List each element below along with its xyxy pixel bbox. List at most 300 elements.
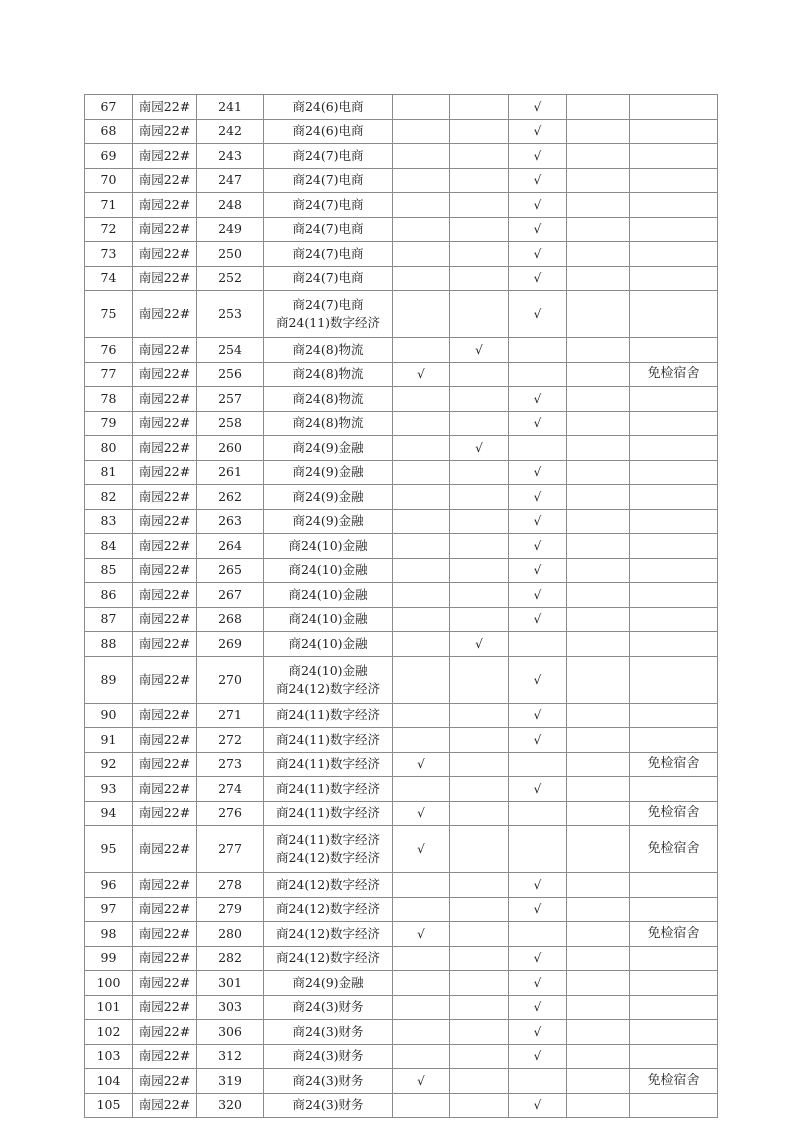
note-cell (630, 119, 718, 144)
table-row (85, 460, 718, 485)
row-number: 87 (85, 607, 133, 632)
check-col-2 (450, 583, 509, 608)
table-row (85, 411, 718, 436)
table-row (85, 168, 718, 193)
building-cell: 南园22# (133, 656, 197, 703)
check-col-1 (393, 509, 450, 534)
room-cell: 320 (197, 1093, 264, 1118)
table-row (85, 826, 718, 873)
check-col-2 (450, 826, 509, 873)
building-cell: 南园22# (133, 728, 197, 753)
check-col-2 (450, 1093, 509, 1118)
check-col-4 (567, 703, 630, 728)
table-row (85, 534, 718, 559)
room-cell: 260 (197, 436, 264, 461)
class-name: 商24(12)数字经济 (275, 901, 381, 917)
check-col-2 (450, 168, 509, 193)
note-cell (630, 217, 718, 242)
class-cell (264, 826, 393, 873)
class-name: 商24(12)数字经济 (275, 925, 381, 941)
row-number: 70 (85, 168, 133, 193)
table-row (85, 728, 718, 753)
building-cell: 南园22# (133, 971, 197, 996)
class-name: 商24(7)电商 (292, 172, 364, 188)
check-col-2 (450, 144, 509, 169)
table-row (85, 1020, 718, 1045)
class-cell (264, 119, 393, 144)
building-cell: 南园22# (133, 119, 197, 144)
check-col-1 (393, 583, 450, 608)
row-number: 82 (85, 485, 133, 510)
check-col-4 (567, 728, 630, 753)
table-row (85, 656, 718, 703)
row-number: 83 (85, 509, 133, 534)
row-number: 105 (85, 1093, 133, 1118)
check-col-2 (450, 411, 509, 436)
check-col-3: √ (509, 583, 567, 608)
building-cell: 南园22# (133, 558, 197, 583)
table-row (85, 1044, 718, 1069)
note-cell: 免检宿舍 (630, 826, 718, 873)
row-number: 98 (85, 922, 133, 947)
table-row (85, 119, 718, 144)
building-cell: 南园22# (133, 1020, 197, 1045)
row-number: 96 (85, 873, 133, 898)
class-name: 商24(11)数字经济 (275, 731, 381, 747)
class-cell (264, 558, 393, 583)
building-cell: 南园22# (133, 826, 197, 873)
room-cell: 279 (197, 897, 264, 922)
class-name: 商24(11)数字经济 (275, 780, 381, 796)
table-body (85, 95, 718, 1118)
note-cell (630, 777, 718, 802)
table-row (85, 703, 718, 728)
class-cell (264, 291, 393, 338)
check-col-1 (393, 168, 450, 193)
check-col-4 (567, 436, 630, 461)
check-col-3: √ (509, 873, 567, 898)
row-number: 78 (85, 387, 133, 412)
table-row (85, 95, 718, 120)
class-cell (264, 728, 393, 753)
room-cell: 261 (197, 460, 264, 485)
class-cell (264, 873, 393, 898)
room-cell: 271 (197, 703, 264, 728)
room-cell: 253 (197, 291, 264, 338)
check-col-1 (393, 971, 450, 996)
check-col-1 (393, 534, 450, 559)
room-cell: 303 (197, 995, 264, 1020)
check-col-1 (393, 873, 450, 898)
check-col-1 (393, 460, 450, 485)
row-number: 76 (85, 338, 133, 363)
table-row (85, 632, 718, 657)
class-name: 商24(8)物流 (292, 390, 364, 406)
class-name: 商24(11)数字经济 (275, 315, 381, 330)
check-col-1 (393, 946, 450, 971)
table-row (85, 338, 718, 363)
row-number: 104 (85, 1069, 133, 1094)
check-col-1: √ (393, 922, 450, 947)
check-col-4 (567, 632, 630, 657)
room-cell: 274 (197, 777, 264, 802)
row-number: 89 (85, 656, 133, 703)
row-number: 103 (85, 1044, 133, 1069)
check-col-3: √ (509, 266, 567, 291)
class-cell (264, 387, 393, 412)
room-cell: 312 (197, 1044, 264, 1069)
class-name: 商24(10)金融 (288, 562, 368, 578)
check-col-4 (567, 826, 630, 873)
building-cell: 南园22# (133, 703, 197, 728)
check-col-3: √ (509, 485, 567, 510)
class-name: 商24(12)数字经济 (275, 876, 381, 892)
class-cell (264, 411, 393, 436)
check-col-1 (393, 1020, 450, 1045)
check-col-4 (567, 411, 630, 436)
class-name: 商24(11)数字经济 (275, 707, 381, 723)
class-cell (264, 632, 393, 657)
check-col-2 (450, 558, 509, 583)
check-col-2: √ (450, 436, 509, 461)
table-row (85, 144, 718, 169)
table-row (85, 1069, 718, 1094)
room-cell: 272 (197, 728, 264, 753)
check-col-1: √ (393, 801, 450, 826)
note-cell: 免检宿舍 (630, 1069, 718, 1094)
check-col-4 (567, 338, 630, 363)
check-col-1 (393, 656, 450, 703)
note-cell: 免检宿舍 (630, 362, 718, 387)
check-col-3: √ (509, 607, 567, 632)
note-cell: 免检宿舍 (630, 801, 718, 826)
table-row (85, 922, 718, 947)
check-col-3: √ (509, 242, 567, 267)
note-cell (630, 946, 718, 971)
row-number: 102 (85, 1020, 133, 1045)
class-cell (264, 1069, 393, 1094)
check-col-3: √ (509, 656, 567, 703)
check-col-4 (567, 95, 630, 120)
class-cell (264, 266, 393, 291)
check-col-4 (567, 777, 630, 802)
check-col-3: √ (509, 144, 567, 169)
check-col-4 (567, 387, 630, 412)
check-col-1 (393, 995, 450, 1020)
class-name: 商24(10)金融 (288, 586, 368, 602)
class-name: 商24(9)金融 (292, 439, 364, 455)
building-cell: 南园22# (133, 387, 197, 412)
note-cell (630, 728, 718, 753)
note-cell (630, 193, 718, 218)
table-row (85, 607, 718, 632)
row-number: 90 (85, 703, 133, 728)
note-cell (630, 558, 718, 583)
note-cell (630, 607, 718, 632)
building-cell: 南园22# (133, 338, 197, 363)
check-col-4 (567, 144, 630, 169)
table-row (85, 1093, 718, 1118)
building-cell: 南园22# (133, 362, 197, 387)
class-name: 商24(8)物流 (292, 366, 364, 382)
check-col-3 (509, 922, 567, 947)
building-cell: 南园22# (133, 534, 197, 559)
check-col-4 (567, 534, 630, 559)
check-col-1 (393, 632, 450, 657)
table-row (85, 558, 718, 583)
class-name: 商24(8)物流 (292, 341, 364, 357)
check-col-4 (567, 922, 630, 947)
check-col-4 (567, 362, 630, 387)
check-col-4 (567, 485, 630, 510)
check-col-2: √ (450, 338, 509, 363)
room-cell: 262 (197, 485, 264, 510)
row-number: 72 (85, 217, 133, 242)
class-cell (264, 703, 393, 728)
check-col-1 (393, 193, 450, 218)
check-col-2 (450, 242, 509, 267)
check-col-1 (393, 485, 450, 510)
dormitory-inspection-table (84, 94, 718, 1118)
table-row (85, 971, 718, 996)
note-cell (630, 995, 718, 1020)
table-row (85, 801, 718, 826)
class-name: 商24(3)财务 (292, 1023, 364, 1039)
check-col-3: √ (509, 387, 567, 412)
room-cell: 276 (197, 801, 264, 826)
building-cell: 南园22# (133, 801, 197, 826)
note-cell (630, 338, 718, 363)
table-row (85, 217, 718, 242)
building-cell: 南园22# (133, 752, 197, 777)
building-cell: 南园22# (133, 946, 197, 971)
room-cell: 263 (197, 509, 264, 534)
row-number: 80 (85, 436, 133, 461)
check-col-2 (450, 266, 509, 291)
check-col-2 (450, 460, 509, 485)
note-cell (630, 1020, 718, 1045)
check-col-2 (450, 534, 509, 559)
building-cell: 南园22# (133, 509, 197, 534)
table-row (85, 266, 718, 291)
class-cell (264, 801, 393, 826)
class-name: 商24(9)金融 (292, 464, 364, 480)
row-number: 73 (85, 242, 133, 267)
room-cell: 267 (197, 583, 264, 608)
class-cell (264, 436, 393, 461)
class-cell (264, 897, 393, 922)
room-cell: 258 (197, 411, 264, 436)
check-col-4 (567, 873, 630, 898)
check-col-1: √ (393, 362, 450, 387)
check-col-3: √ (509, 897, 567, 922)
class-name: 商24(12)数字经济 (275, 680, 381, 696)
building-cell: 南园22# (133, 168, 197, 193)
note-cell (630, 485, 718, 510)
check-col-3: √ (509, 217, 567, 242)
class-cell (264, 217, 393, 242)
note-cell (630, 703, 718, 728)
check-col-2 (450, 922, 509, 947)
building-cell: 南园22# (133, 607, 197, 632)
class-name: 商24(10)金融 (288, 662, 368, 678)
check-col-4 (567, 897, 630, 922)
check-col-1 (393, 558, 450, 583)
room-cell: 269 (197, 632, 264, 657)
row-number: 75 (85, 291, 133, 338)
class-name: 商24(12)数字经济 (275, 850, 381, 865)
room-cell: 280 (197, 922, 264, 947)
check-col-2 (450, 485, 509, 510)
class-cell (264, 946, 393, 971)
building-cell: 南园22# (133, 291, 197, 338)
table-row (85, 291, 718, 338)
table-row (85, 509, 718, 534)
check-col-2 (450, 607, 509, 632)
class-name: 商24(3)财务 (292, 1097, 364, 1113)
building-cell: 南园22# (133, 411, 197, 436)
check-col-3: √ (509, 728, 567, 753)
building-cell: 南园22# (133, 995, 197, 1020)
note-cell (630, 242, 718, 267)
row-number: 71 (85, 193, 133, 218)
check-col-3 (509, 752, 567, 777)
room-cell: 319 (197, 1069, 264, 1094)
check-col-4 (567, 656, 630, 703)
table-row (85, 897, 718, 922)
class-cell (264, 656, 393, 703)
class-cell (264, 460, 393, 485)
building-cell: 南园22# (133, 217, 197, 242)
check-col-2 (450, 95, 509, 120)
note-cell (630, 632, 718, 657)
check-col-3: √ (509, 946, 567, 971)
check-col-3: √ (509, 168, 567, 193)
note-cell (630, 460, 718, 485)
building-cell: 南园22# (133, 460, 197, 485)
class-cell (264, 485, 393, 510)
table-row (85, 752, 718, 777)
class-cell (264, 95, 393, 120)
check-col-3: √ (509, 1093, 567, 1118)
note-cell (630, 971, 718, 996)
check-col-3: √ (509, 460, 567, 485)
check-col-3: √ (509, 193, 567, 218)
check-col-3: √ (509, 703, 567, 728)
note-cell (630, 897, 718, 922)
check-col-3 (509, 826, 567, 873)
room-cell: 248 (197, 193, 264, 218)
class-cell (264, 534, 393, 559)
check-col-4 (567, 168, 630, 193)
check-col-1 (393, 728, 450, 753)
room-cell: 273 (197, 752, 264, 777)
building-cell: 南园22# (133, 1044, 197, 1069)
row-number: 68 (85, 119, 133, 144)
check-col-3: √ (509, 1044, 567, 1069)
table-row (85, 485, 718, 510)
class-cell (264, 1093, 393, 1118)
check-col-2 (450, 291, 509, 338)
building-cell: 南园22# (133, 485, 197, 510)
building-cell: 南园22# (133, 242, 197, 267)
note-cell (630, 144, 718, 169)
check-col-4 (567, 1020, 630, 1045)
class-cell (264, 777, 393, 802)
table-row (85, 436, 718, 461)
table-row (85, 362, 718, 387)
check-col-4 (567, 558, 630, 583)
check-col-1 (393, 411, 450, 436)
room-cell: 264 (197, 534, 264, 559)
class-name: 商24(6)电商 (292, 123, 364, 139)
class-cell (264, 362, 393, 387)
check-col-3: √ (509, 1020, 567, 1045)
class-cell (264, 583, 393, 608)
check-col-3 (509, 338, 567, 363)
row-number: 81 (85, 460, 133, 485)
row-number: 97 (85, 897, 133, 922)
row-number: 69 (85, 144, 133, 169)
note-cell (630, 1093, 718, 1118)
check-col-3: √ (509, 95, 567, 120)
check-col-2 (450, 119, 509, 144)
room-cell: 242 (197, 119, 264, 144)
class-cell (264, 995, 393, 1020)
check-col-4 (567, 193, 630, 218)
row-number: 86 (85, 583, 133, 608)
check-col-1 (393, 338, 450, 363)
building-cell: 南园22# (133, 1093, 197, 1118)
room-cell: 249 (197, 217, 264, 242)
class-name: 商24(3)财务 (292, 1072, 364, 1088)
check-col-2 (450, 217, 509, 242)
check-col-3 (509, 1069, 567, 1094)
check-col-1: √ (393, 826, 450, 873)
check-col-1 (393, 387, 450, 412)
note-cell (630, 95, 718, 120)
class-name: 商24(3)财务 (292, 1048, 364, 1064)
check-col-2 (450, 777, 509, 802)
room-cell: 268 (197, 607, 264, 632)
class-name: 商24(11)数字经济 (275, 805, 381, 821)
building-cell: 南园22# (133, 144, 197, 169)
check-col-2 (450, 656, 509, 703)
check-col-1 (393, 1044, 450, 1069)
room-cell: 301 (197, 971, 264, 996)
check-col-4 (567, 752, 630, 777)
check-col-1: √ (393, 752, 450, 777)
class-name: 商24(9)金融 (292, 488, 364, 504)
check-col-3: √ (509, 291, 567, 338)
room-cell: 250 (197, 242, 264, 267)
class-cell (264, 509, 393, 534)
check-col-4 (567, 971, 630, 996)
class-cell (264, 752, 393, 777)
row-number: 93 (85, 777, 133, 802)
class-name: 商24(11)数字经济 (275, 832, 381, 847)
room-cell: 282 (197, 946, 264, 971)
row-number: 99 (85, 946, 133, 971)
check-col-1 (393, 436, 450, 461)
building-cell: 南园22# (133, 266, 197, 291)
check-col-4 (567, 291, 630, 338)
row-number: 85 (85, 558, 133, 583)
check-col-4 (567, 1093, 630, 1118)
building-cell: 南园22# (133, 897, 197, 922)
row-number: 94 (85, 801, 133, 826)
row-number: 100 (85, 971, 133, 996)
